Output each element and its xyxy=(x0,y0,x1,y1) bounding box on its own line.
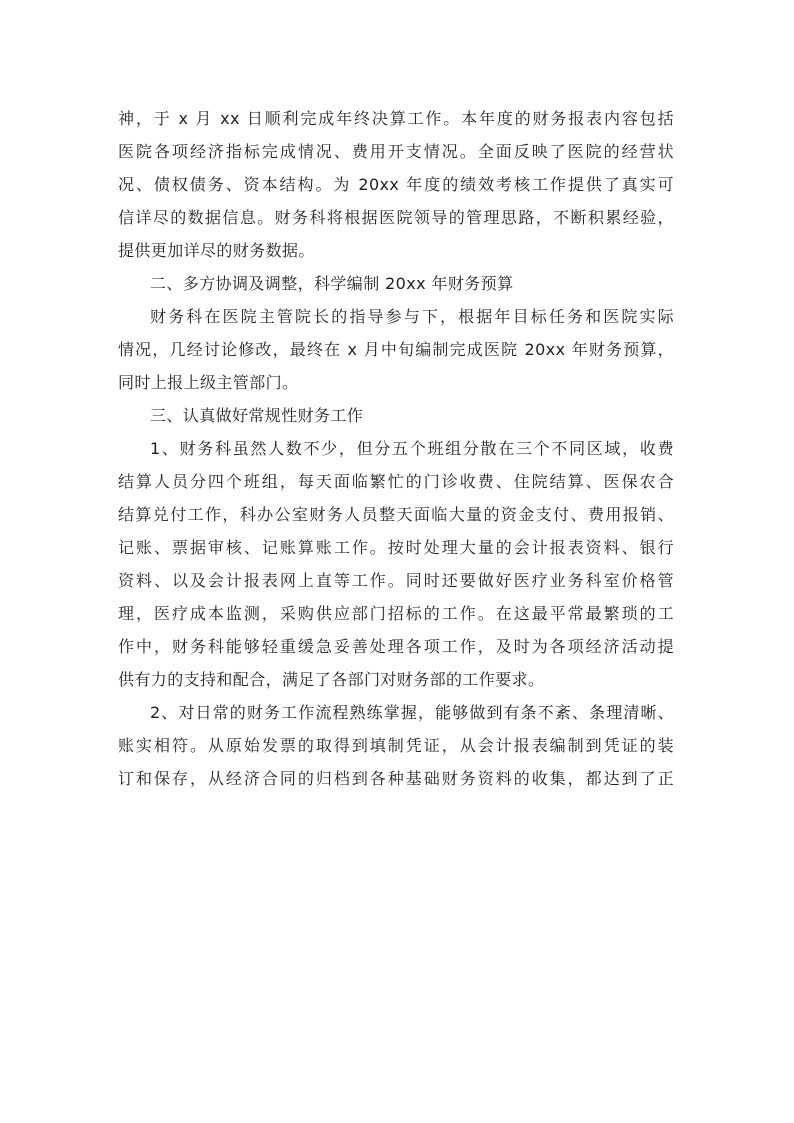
text-line: 财务科在医院主管院长的指导参与下，根据年目标任务和医院实际 xyxy=(150,307,674,326)
heading-line: 二、多方协调及调整，科学编制 20xx 年财务预算 xyxy=(150,274,514,293)
text-line: 供有力的支持和配合，满足了各部门对财务部的工作要求。 xyxy=(118,670,545,689)
section-heading-3 xyxy=(118,399,674,432)
text-line: 信详尽的数据信息。财务科将根据医院领导的管理思路，不断积累经验， xyxy=(118,208,674,227)
text-line: 账实相符。从原始发票的取得到填制凭证，从会计报表编制到凭证的装 xyxy=(118,736,674,755)
section-heading-2 xyxy=(118,267,674,300)
text-line: 情况，几经讨论修改，最终在 x 月中旬编制完成医院 20xx 年财务预算， xyxy=(118,340,674,359)
text-line: 医院各项经济指标完成情况、费用开支情况。全面反映了医院的经营状 xyxy=(118,142,674,161)
text-line: 理，医疗成本监测，采购供应部门招标的工作。在这最平常最繁琐的工 xyxy=(118,604,674,623)
text-line: 资料、以及会计报表网上直等工作。同时还要做好医疗业务科室价格管 xyxy=(118,571,674,590)
text-line: 记账、票据审核、记账算账工作。按时处理大量的会计报表资料、银行 xyxy=(118,538,674,557)
text-line: 作中，财务科能够轻重缓急妥善处理各项工作，及时为各项经济活动提 xyxy=(118,637,674,656)
text-line: 1、财务科虽然人数不少，但分五个班组分散在三个不同区域，收费 xyxy=(150,439,674,458)
text-line: 2、对日常的财务工作流程熟练掌握，能够做到有条不紊、条理清晰、 xyxy=(150,703,674,722)
text-line: 提供更加详尽的财务数据。 xyxy=(118,241,315,260)
paragraph-item-1 xyxy=(118,432,674,696)
text-line: 同时上报上级主管部门。 xyxy=(118,373,299,392)
text-line: 结算兑付工作，科办公室财务人员整天面临大量的资金支付、费用报销、 xyxy=(118,505,674,524)
document-page xyxy=(118,102,674,795)
paragraph-budget xyxy=(118,300,674,399)
text-line: 订和保存，从经济合同的归档到各种基础财务资料的收集，都达到了正 xyxy=(118,769,674,788)
paragraph-continued xyxy=(118,102,674,267)
paragraph-item-2 xyxy=(118,696,674,795)
heading-line: 三、认真做好常规性财务工作 xyxy=(150,406,364,425)
text-line: 结算人员分四个班组，每天面临繁忙的门诊收费、住院结算、医保农合 xyxy=(118,472,674,491)
text-line: 神，于 x 月 xx 日顺利完成年终决算工作。本年度的财务报表内容包括 xyxy=(118,109,674,128)
text-line: 况、债权债务、资本结构。为 20xx 年度的绩效考核工作提供了真实可 xyxy=(118,175,674,194)
